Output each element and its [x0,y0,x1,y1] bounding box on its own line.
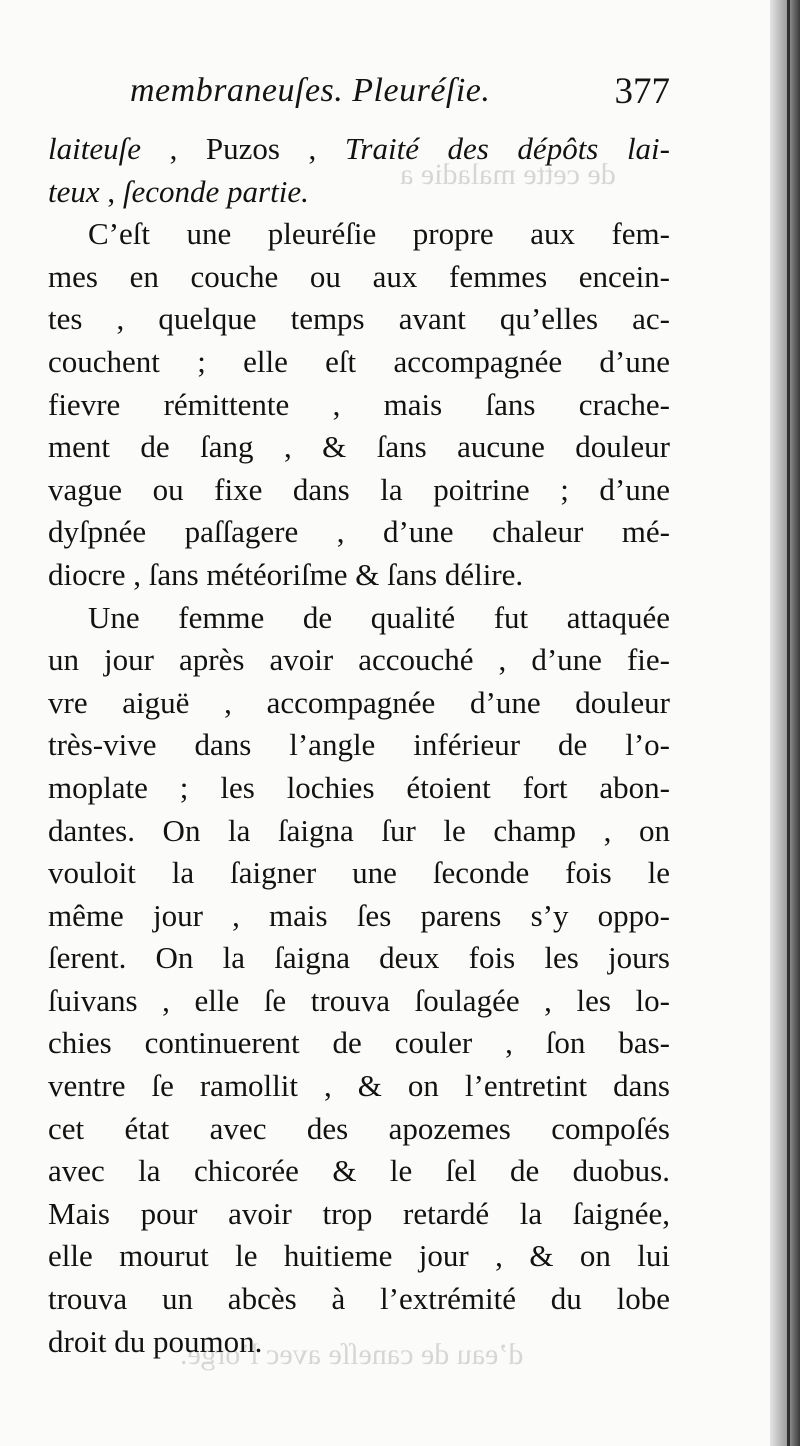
text-segment: , [99,173,123,209]
running-title: membraneuſes. Pleuréſie. [130,72,491,109]
body-text [48,128,670,1363]
text-line [48,384,670,427]
text-segment: vouloit la ſaigner une ſeconde fois le [48,855,670,891]
paragraph [48,128,670,213]
text-segment: moplate ; les lochies étoient fort abon- [48,769,670,805]
text-line [48,1235,670,1278]
text-segment: vague ou fixe dans la poitrine ; d’une [48,471,670,507]
text-segment: cet état avec des apozemes compoſés [48,1110,670,1146]
text-segment: couchent ; elle eſt accompagnée d’une [48,343,670,379]
text-segment: ventre ſe ramollit , & on l’entretint dans [48,1068,670,1104]
italic-text: ſeconde partie. [122,173,309,209]
paragraph [48,213,670,596]
text-line [48,639,670,682]
text-line [48,128,670,171]
text-line [48,1321,670,1364]
show-through-line: d’eau de caneſſe avec l’orge. [180,1338,524,1371]
text-segment: fievre rémittente , mais ſans crache- [48,386,670,422]
text-segment: un jour après avoir accouché , d’une fie- [48,642,670,678]
text-segment: elle mourut le huitieme jour , & on lui [48,1238,670,1274]
text-line [48,895,670,938]
text-line [48,767,670,810]
paragraph [48,597,670,1364]
text-segment: ſuivans , elle ſe trouva ſoulagée , les lo- [48,982,670,1018]
text-segment: droit du poumon. [48,1323,263,1359]
text-line [48,469,670,512]
page-number: 377 [614,71,670,112]
text-segment: même jour , mais ſes parens s’y oppo- [48,897,670,933]
binding-edge-line [787,0,790,1446]
text-line [48,1022,670,1065]
text-line [48,426,670,469]
text-line [48,852,670,895]
text-line [48,298,670,341]
text-segment: Mais pour avoir trop retardé la ſaignée, [48,1195,670,1231]
page-header [130,72,670,124]
text-segment: très-vive dans l’angle inférieur de l’o- [48,727,670,763]
text-line [48,1150,670,1193]
text-line [48,937,670,980]
text-line [48,341,670,384]
binding-gutter [770,0,800,1446]
text-segment: diocre , ſans météoriſme & ſans délire. [48,556,524,592]
text-segment: ment de ſang , & ſans aucune douleur [48,429,670,465]
text-segment: dantes. On la ſaigna ſur le champ , on [48,812,670,848]
text-segment: , Puzos , [140,131,345,166]
text-segment: Une femme de qualité fut attaquée [88,599,670,635]
text-line [48,511,670,554]
text-line [48,171,670,214]
text-line [48,1108,670,1151]
text-line [48,980,670,1023]
text-line [48,1193,670,1236]
text-line [48,810,670,853]
text-segment: tes , quelque temps avant qu’elles ac- [48,301,670,337]
text-segment: ſerent. On la ſaigna deux fois les jours [48,940,670,976]
text-line [48,597,670,640]
text-line [48,1278,670,1321]
text-segment: trouva un abcès à l’extrémité du lobe [48,1281,670,1317]
italic-text: Traité des dépôts lai- [344,131,670,166]
text-line [48,724,670,767]
text-segment: mes en couche ou aux femmes encein- [48,258,670,294]
text-segment: vre aiguë , accompagnée d’une douleur [48,684,670,720]
show-through-line: de cette maladie a [400,158,616,191]
text-line [48,554,670,597]
text-segment: chies continuerent de couler , ſon bas- [48,1025,670,1061]
italic-text: teux [48,173,100,209]
text-line [48,256,670,299]
text-segment: avec la chicorée & le ſel de duobus. [48,1153,670,1189]
text-segment: dyſpnée paſſagere , d’une chaleur mé- [48,514,670,550]
text-line [48,1065,670,1108]
italic-text: laiteuſe [48,131,141,166]
text-line [48,213,670,256]
text-segment: C’eſt une pleuréſie propre aux fem- [88,216,670,252]
text-line [48,682,670,725]
